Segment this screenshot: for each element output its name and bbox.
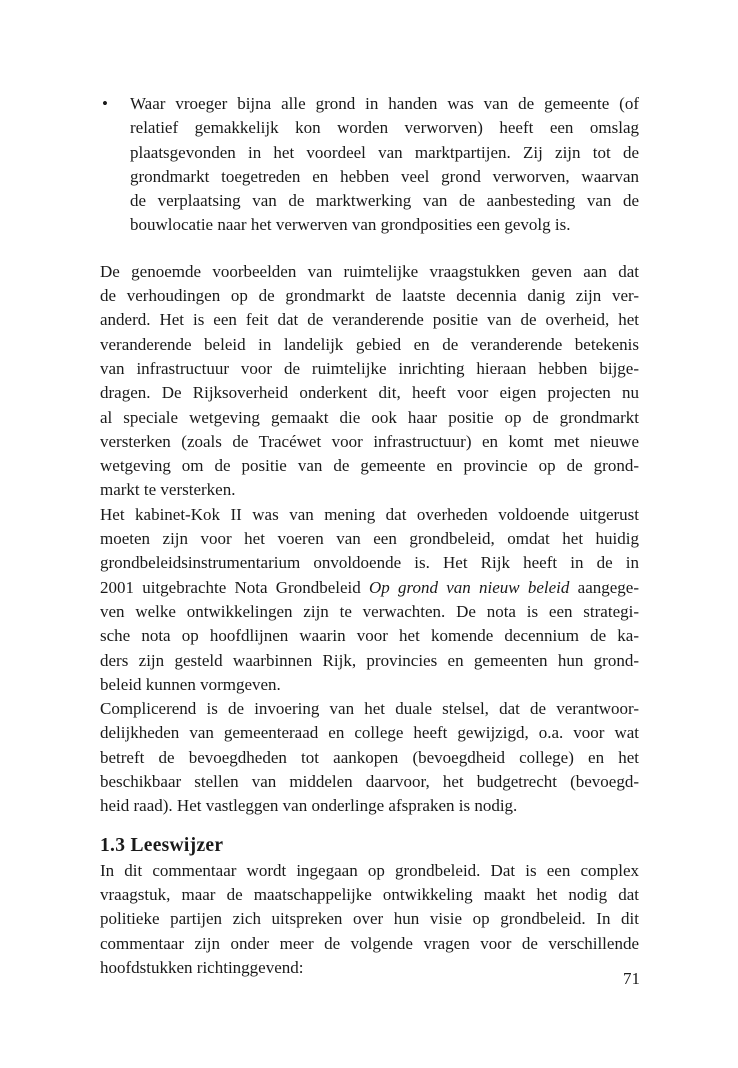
text-line: ders zijn gesteld waarbinnen Rijk, provincies en gemeenten hun grond- [100, 650, 639, 670]
text-line: veranderende beleid in landelijk gebied en de veranderende betekenis [100, 334, 639, 354]
text-line: grondbeleidsinstrumentarium onvoldoende is. Het Rijk heeft in de in [100, 553, 639, 573]
text-line: plaatsgevonden in het voordeel van marktpartijen. Zij zijn tot de [130, 142, 639, 162]
text-line-with-title [100, 576, 639, 600]
text-line: heid raad). Het vastleggen van onderlinge afspraken is nodig. [100, 796, 518, 816]
text-line: relatief gemakkelijk kon worden verworven) heeft een omslag [130, 118, 639, 138]
text-line: ven welke ontwikkelingen zijn te verwachten. De nota is een strategi- [100, 601, 639, 621]
bullet-marker: • [102, 94, 108, 113]
text-fragment: aangege- [569, 577, 639, 597]
text-line: De genoemde voorbeelden van ruimtelijke vraagstukken geven aan dat [100, 261, 639, 281]
text-line: hoofdstukken richtinggevend: [100, 957, 304, 977]
text-line: moeten zijn voor het voeren van een grondbeleid, omdat het huidig [100, 529, 639, 549]
paragraph-ruimtelijke-vraagstukken [100, 260, 639, 503]
text-line: grondmarkt toegetreden en hebben veel grond verworven, waarvan [130, 166, 639, 186]
paragraph-duale-stelsel [100, 697, 639, 818]
text-line: politieke partijen zich uitspreken over hun visie op grondbeleid. In dit [100, 909, 639, 929]
page-number: 71 [623, 969, 640, 988]
text-line: versterken (zoals de Tracéwet voor infrastructuur) en komt met nieuwe [100, 431, 639, 451]
text-line: vraagstuk, maar de maatschappelijke ontwikkeling maakt het nodig dat [100, 884, 639, 904]
text-line: markt te versterken. [100, 480, 236, 500]
text-line: de verhoudingen op de grondmarkt de laatste decennia danig zijn ver- [100, 286, 639, 306]
text-line: Waar vroeger bijna alle grond in handen was van de gemeente (of [130, 94, 639, 113]
bullet-list-item [100, 92, 639, 238]
text-line: sche nota op hoofdlijnen waarin voor het komende decennium de ka- [100, 626, 639, 646]
paragraph-kabinet-kok [100, 503, 639, 697]
text-line: al speciale wetgeving gemaakt die ook haar positie op de grondmarkt [100, 407, 639, 427]
page-body [100, 92, 639, 980]
text-line: delijkheden van gemeenteraad en college heeft gewijzigd, o.a. voor wat [100, 723, 639, 743]
text-line: bouwlocatie naar het verwerven van grondposities een gevolg is. [130, 215, 571, 235]
text-line: dragen. De Rijksoverheid onderkent dit, heeft voor eigen projecten nu [100, 383, 639, 403]
text-line: commentaar zijn onder meer de volgende vragen voor de verschillende [100, 933, 639, 953]
text-line: Complicerend is de invoering van het duale stelsel, dat de verantwoor- [100, 699, 639, 719]
text-line: In dit commentaar wordt ingegaan op grondbeleid. Dat is een complex [100, 860, 639, 880]
section-heading: 1.3 Leeswijzer [100, 834, 224, 856]
text-line: beleid kunnen vormgeven. [100, 674, 281, 694]
text-line: beschikbaar stellen van middelen daarvoor, het budgetrecht (bevoegd- [100, 772, 639, 792]
text-line: van infrastructuur voor de ruimtelijke inrichting hieraan hebben bijge- [100, 358, 639, 378]
text-line: de verplaatsing van de marktwerking van de aanbesteding van de [130, 191, 639, 211]
text-fragment: 2001 uitgebrachte Nota Grondbeleid [100, 577, 369, 597]
paragraph-leeswijzer [100, 859, 639, 980]
nota-title: Op grond van nieuw beleid [369, 577, 570, 597]
text-line: wetgeving om de positie van de gemeente en provincie op de grond- [100, 456, 639, 476]
text-line: anderd. Het is een feit dat de veranderende positie van de overheid, het [100, 310, 639, 330]
text-line: betreft de bevoegdheden tot aankopen (bevoegdheid college) en het [100, 747, 639, 767]
text-line: Het kabinet-Kok II was van mening dat overheden voldoende uitgerust [100, 504, 639, 524]
